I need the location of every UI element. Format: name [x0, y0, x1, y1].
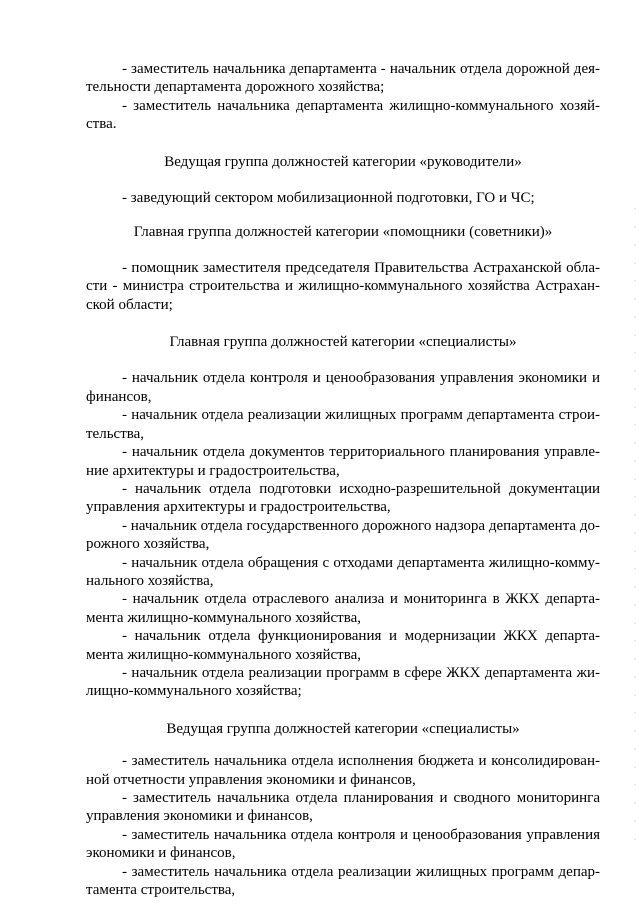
list-item: - заместитель начальника отдела исполнения бюджета и консолидированной отчетности управления экономики и финансов, — [86, 753, 600, 788]
section-heading-leading-managers: Ведущая группа должностей категории «руководители» — [164, 153, 522, 170]
list-item: - начальник отдела отраслевого анализа и мониторинга в ЖКХ департамента жилищно-коммунального хозяйства, — [86, 591, 600, 626]
intro-item-2: - заместитель начальника департамента жилищно-коммунального хозяйства. — [86, 97, 600, 133]
scan-edge-artifact — [634, 200, 636, 840]
list-item: - заместитель начальника отдела реализации жилищных программ департамента строительства, — [86, 863, 600, 899]
intro-item-1: - заместитель начальника департамента - начальник отдела дорожной деятельности департамента дорожного хозяйства; — [86, 61, 600, 96]
list-item: - заместитель начальника отдела планирования и сводного мониторинга управления экономики и финансов, — [86, 790, 600, 825]
list-item: - заведующий сектором мобилизационной подготовки, ГО и ЧС; — [122, 190, 535, 207]
list-item: - начальник отдела контроля и ценообразования управления экономики и финансов, — [86, 370, 600, 405]
section-heading-main-specialists: Главная группа должностей категории «специалисты» — [169, 334, 517, 351]
list-item: - помощник заместителя председателя Правительства Астраханской области - министра строительства и жилищно-коммунального хозяйства Астраханской области; — [86, 259, 600, 313]
section-heading-main-assistants: Главная группа должностей категории «помощники (советники)» — [133, 224, 553, 241]
list-item: - начальник отдела подготовки исходно-разрешительной документации управления архитектуры и градостроительства, — [86, 480, 600, 516]
list-item: - начальник отдела документов территориального планирования управление архитектуры и градостроительства, — [86, 444, 600, 479]
section-heading-leading-specialists: Ведущая группа должностей категории «специалисты» — [166, 720, 520, 737]
list-item: - начальник отдела обращения с отходами департамента жилищно-коммунального хозяйства, — [86, 554, 600, 589]
list-item: - начальник отдела государственного дорожного надзора департамента дорожного хозяйства, — [86, 517, 600, 553]
list-item: - начальник отдела функционирования и модернизации ЖКХ департамента жилищно-коммунального хозяйства, — [86, 628, 600, 663]
list-item: - начальник отдела реализации жилищных программ департамента строительства, — [86, 407, 600, 442]
document-body — [86, 60, 600, 899]
list-item: - заместитель начальника отдела контроля и ценообразования управления экономики и финансов, — [86, 826, 600, 862]
list-item: - начальник отдела реализации программ в сфере ЖКХ департамента жилищно-коммунального хозяйства; — [86, 664, 600, 700]
